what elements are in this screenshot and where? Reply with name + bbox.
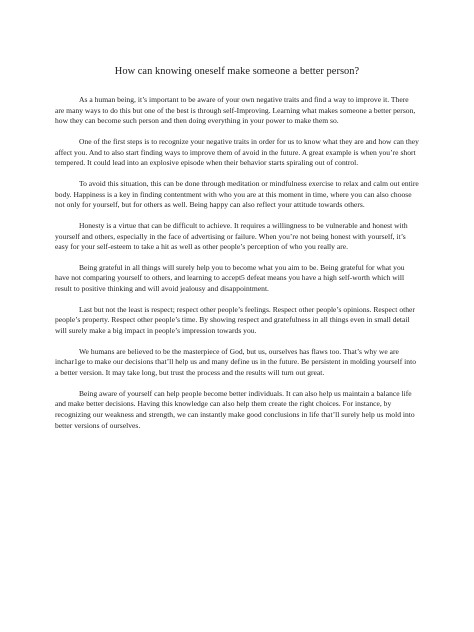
paragraph-1: As a human being, it’s important to be aware of your own negative traits and find a way to improve it. There are many ways to do this but one of the best is through self-Improving. Learning what makes someone a better person, how they can become such person and then doing everything in your power to make them so.: [55, 95, 416, 126]
document-title: How can knowing oneself make someone a better person?: [114, 66, 360, 77]
paragraph-8: Being aware of yourself can help people become better individuals. It can also help us maintain a balance life and make better decisions. Having this knowledge can also help them create the right choices. For instance, by recognizing our weakness and strength, we can instantly make good conclusions in life that’ll surely help us mold into better versions of ourselves.: [55, 388, 415, 430]
paragraph-2: One of the first steps is to recognize your negative traits in order for us to know what they are and how can they affect you. And to also start finding ways to improve them of avoid in the future. A great example is when you’re short tempered. It could lead into an explosive episode when their behavior starts spiraling out of control.: [55, 136, 419, 168]
paragraph-5: Being grateful in all things will surely help you to become what you aim to be. Being grateful for what you have not comparing yourself to others, and learning to accept5 defeat means you have a high self-worth which will result to positive thinking and will avoid jealousy and disappointment.: [55, 262, 405, 294]
paragraph-3: To avoid this situation, this can be done through meditation or mindfulness exercise to relax and calm out entire body. Happiness is a key in finding contentment with who you are at this moment in time, where you can also choose not only for yourself, but for others as well. Being happy can also reflect your attitude towards others.: [55, 178, 419, 210]
paragraph-6: Last but not the least is respect; respect other people’s feelings. Respect other people’s opinions. Respect other people’s property. Respect other people’s time. By showing respect and gratefulness in all things even in small detail will surely make a big impact in people’s impression towards you.: [55, 304, 415, 336]
paragraph-4: Honesty is a virtue that can be difficult to achieve. It requires a willingness to be vulnerable and honest with yourself and others, especially in the face of advertising or failure. When you’re not being honest with yourself, it’s easy for your self-esteem to take a hit as well as other people’s perception of who you really are.: [55, 220, 408, 252]
paragraph-7: We humans are believed to be the masterpiece of God, but us, ourselves has flaws too. That’s why we are inchar1ge to make our decisions that’ll help us and many define us in the future. Be persistent in molding yourself into a better version. It may take long, but trust the process and the results will turn out great.: [55, 346, 417, 377]
